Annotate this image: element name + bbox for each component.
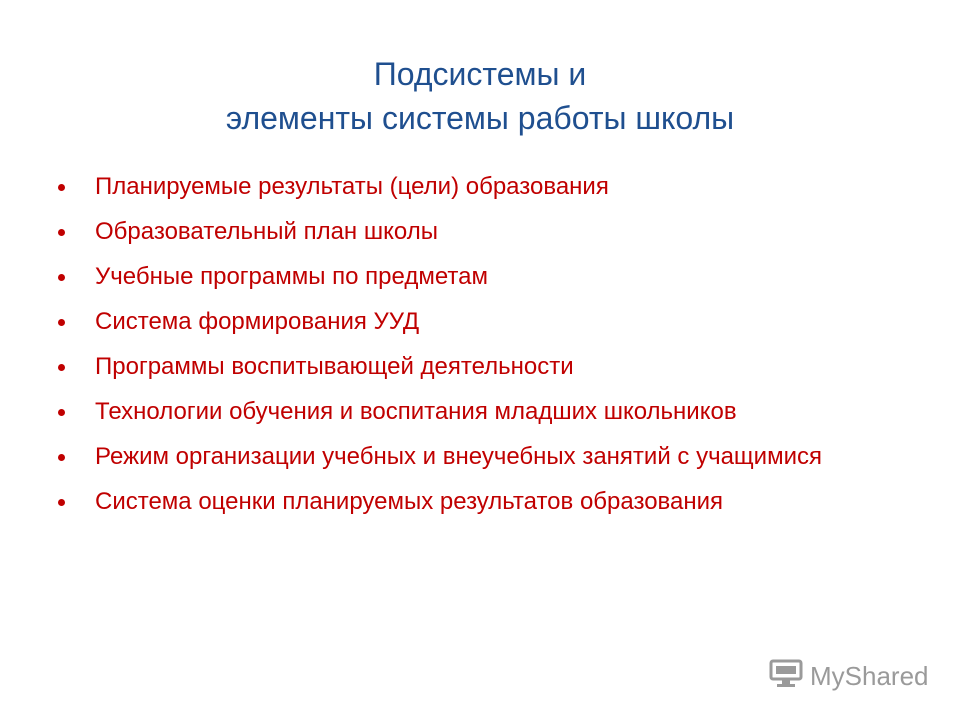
bullet-item <box>58 487 918 517</box>
bullet-text: Система формирования УУД <box>95 308 420 335</box>
bullet-icon <box>58 364 65 371</box>
watermark-text: MyShared <box>810 660 929 691</box>
bullet-text: Учебные программы по предметам <box>95 263 488 290</box>
bullet-icon <box>58 229 65 236</box>
bullet-text: Программы воспитывающей деятельности <box>95 353 574 380</box>
bullet-item <box>58 172 918 202</box>
bullet-icon <box>58 319 65 326</box>
myshared-watermark <box>768 656 929 696</box>
bullet-icon <box>58 409 65 416</box>
bullet-text: Образовательный план школы <box>95 218 438 245</box>
bullet-text: Планируемые результаты (цели) образования <box>95 173 609 200</box>
bullet-item <box>58 397 918 427</box>
bullet-icon <box>58 274 65 281</box>
bullet-item <box>58 352 918 382</box>
bullet-item <box>58 217 918 247</box>
bullet-text: Система оценки планируемых результатов образования <box>95 488 724 515</box>
bullet-icon <box>58 454 65 461</box>
title-line-1: Подсистемы и <box>373 56 587 92</box>
bullet-item <box>58 262 918 292</box>
bullet-item <box>58 307 918 337</box>
slide-title <box>0 52 960 140</box>
computer-icon <box>768 658 804 695</box>
bullet-item <box>58 442 918 472</box>
bullet-icon <box>58 499 65 506</box>
title-line-2: элементы системы работы школы <box>225 100 735 136</box>
bullet-list <box>58 172 918 532</box>
bullet-text: Технологии обучения и воспитания младших школьников <box>95 398 737 425</box>
bullet-icon <box>58 184 65 191</box>
bullet-text: Режим организации учебных и внеучебных занятий с учащимися <box>95 443 822 470</box>
